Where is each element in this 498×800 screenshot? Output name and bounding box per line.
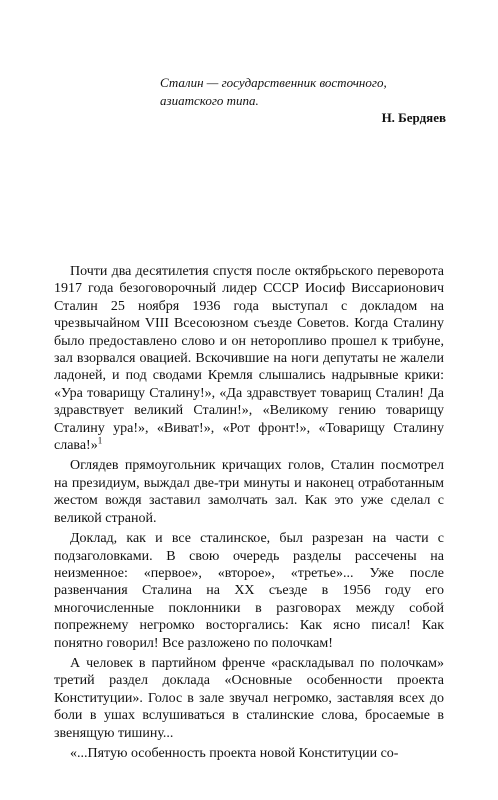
paragraph: А человек в партийном френче «раскладывал по полочкам» третий раздел доклада «Основные особенности проекта Конституции». Голос в зале звучал негромко, заставляя всех до боли в ушах вслушиваться в сталинские слова, бросаемые в звенящую тишину... [54, 655, 444, 741]
footnote-marker: 1 [97, 435, 103, 446]
epigraph-quote: Сталин — государственник восточного, азиатского типа. [160, 75, 387, 108]
main-text [54, 263, 444, 762]
paragraph: Доклад, как и все сталинское, был разрезан на части с подзаголовками. В свою очередь разделы рассечены на неизменное: «первое», «второе», «третье»... Уже после развенчания Сталина на XX съезде в 1956 году его многочисленные поклонники в разговорах между собой попрежнему негромко восторгались: Как ясно писал! Как понятно говорил! Все разложено по полочкам! [54, 531, 444, 651]
paragraph: Оглядев прямоугольник кричащих голов, Сталин посмотрел на президиум, выждал две-три минуты и наконец отработанным жестом вождя заставил замолчать зал. Как это уже сделал с великой страной. [54, 458, 444, 526]
paragraph: Почти два десятилетия спустя после октябрьского переворота 1917 года безоговорочный лидер СССР Иосиф Виссарионович Сталин 25 ноября 1936 года выступал с докладом на чрезвычайном VIII Всесоюзном съезде Советов. Когда Сталину было предоставлено слово и он неторопливо прошел к трибуне, зал взорвался овацией. Вскочившие на ноги депутаты не жалели ладоней, и под сводами Кремля слышались надрывные крики: «Ура товарищу Сталину!», «Да здравствует товарищ Сталин! Да здравствует великий Сталин!», «Великому гению товарищу Сталину ура!», «Виват!», «Рот фронт!», «Товарищу Сталину слава!»$^1$ [54, 264, 444, 454]
paragraph: «...Пятую особенность проекта новой Конституции со- [70, 745, 399, 761]
epigraph-author: Н. Бердяев [381, 110, 446, 125]
